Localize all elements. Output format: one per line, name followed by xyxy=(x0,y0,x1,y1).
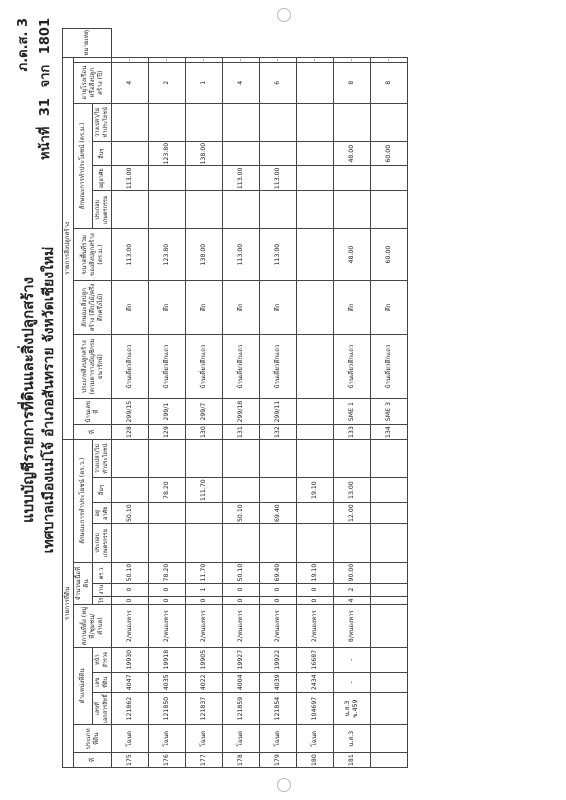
cell-rai: 0 xyxy=(112,596,149,605)
cell-no: 178 xyxy=(223,753,260,768)
cell-agri xyxy=(223,524,260,562)
cell-res xyxy=(149,502,186,523)
cell-mat xyxy=(297,280,334,334)
cell-age: 2 xyxy=(149,62,186,103)
property-table xyxy=(62,28,408,768)
zone-header: สถานที่ตั้ง (หมู่ที่/ชุมชน/ตำบล) xyxy=(74,605,112,647)
land-type-header: ประเภทที่ดิน xyxy=(74,725,112,753)
table-row xyxy=(112,29,149,768)
page-label: หน้าที่ xyxy=(38,126,53,160)
land-location-header: ตำแหน่งที่ดิน xyxy=(74,647,93,725)
cell-bagri xyxy=(186,191,223,229)
cell-bno: 129 xyxy=(149,425,186,440)
cell-house: 299/11 xyxy=(260,399,297,425)
no-header: ที่ xyxy=(74,753,112,768)
b-residence-header: อยู่อาศัย xyxy=(93,166,112,191)
cell-page: 19905 xyxy=(186,647,223,672)
cell-barea: 60.00 xyxy=(371,229,408,281)
cell-type: โฉนด xyxy=(149,725,186,753)
cell-zone: 2/หนองหาร xyxy=(186,605,223,647)
building-no-header: ที่ xyxy=(74,425,112,440)
cell-bno: 128 xyxy=(112,425,149,440)
cell-vac xyxy=(297,440,334,478)
cell-res xyxy=(371,502,408,523)
cell-both: 60.00 xyxy=(371,141,408,166)
sqwa-header: ตร.ว. xyxy=(93,562,112,583)
cell-both xyxy=(260,141,297,166)
cell-no: 181 xyxy=(334,753,371,768)
rai-header: ไร่ xyxy=(93,596,112,605)
vacant-header: ว่างเปล่า/ไม่ทำประโยชน์ xyxy=(93,440,112,478)
cell-bres xyxy=(297,166,334,191)
cell-oth xyxy=(223,478,260,503)
cell-bres xyxy=(186,166,223,191)
cell-page: 19918 xyxy=(149,647,186,672)
cell-age: 8 xyxy=(334,62,371,103)
cell-mat: ตึก xyxy=(260,280,297,334)
land-group-header: รายการที่ดิน xyxy=(63,440,74,768)
cell-type: โฉนด xyxy=(112,725,149,753)
cell-res: 12.00 xyxy=(334,502,371,523)
building-material-header: ลักษณะสิ่งปลูกสร้าง (ตึก/ไม้/ครึ่งตึกครึ่งไม้) xyxy=(74,280,112,334)
cell-oth: 78.20 xyxy=(149,478,186,503)
table-row xyxy=(297,29,334,768)
cell-both: 138.00 xyxy=(186,141,223,166)
building-use-header: ลักษณะการทำประโยชน์ (ตร.ม.) xyxy=(74,103,93,229)
cell-bagri xyxy=(149,191,186,229)
cell-btype: บ้านเดี่ยวตึกแถว xyxy=(223,335,260,399)
cell-mat: ตึก xyxy=(112,280,149,334)
cell-age xyxy=(297,62,334,103)
cell-parcel: 4022 xyxy=(186,672,223,692)
cell-bvac xyxy=(112,103,149,141)
land-use-header: ลักษณะการทำประโยชน์ (ตร.ว.) xyxy=(74,440,93,563)
cell-no: 179 xyxy=(260,753,297,768)
ngan-header: งาน xyxy=(93,583,112,596)
cell-page: 19927 xyxy=(223,647,260,672)
cell-bvac xyxy=(149,103,186,141)
cell-no: 175 xyxy=(112,753,149,768)
cell-bno xyxy=(297,425,334,440)
cell-btype: บ้านเดี่ยวตึกแถว xyxy=(334,335,371,399)
cell-no xyxy=(371,753,408,768)
cell-deed: 121850 xyxy=(149,692,186,724)
cell-age: 4 xyxy=(223,62,260,103)
cell-rai: 0 xyxy=(223,596,260,605)
cell-oth xyxy=(112,478,149,503)
cell-bvac xyxy=(334,103,371,141)
cell-house: 299/7 xyxy=(186,399,223,425)
cell-btype: บ้านเดี่ยวตึกแถว xyxy=(371,335,408,399)
cell-bno: 133 xyxy=(334,425,371,440)
cell-zone xyxy=(371,605,408,647)
building-age-header: อายุโรงเรือนหรือสิ่งปลูกสร้าง (ปี) xyxy=(74,62,112,103)
cell-vac xyxy=(260,440,297,478)
cell-bres xyxy=(149,166,186,191)
cell-btype xyxy=(297,335,334,399)
cell-parcel xyxy=(371,672,408,692)
cell-type xyxy=(371,725,408,753)
cell-rai: 0 xyxy=(149,596,186,605)
form-code: ภ.ด.ส. 3 xyxy=(16,18,31,72)
cell-bno: 132 xyxy=(260,425,297,440)
cell-res xyxy=(186,502,223,523)
cell-page: 19930 xyxy=(112,647,149,672)
cell-agri xyxy=(112,524,149,562)
page-from-label: จาก xyxy=(38,64,53,88)
cell-agri xyxy=(297,524,334,562)
page-total: 1801 xyxy=(38,18,53,55)
cell-rai xyxy=(371,596,408,605)
cell-vac xyxy=(371,440,408,478)
cell-bagri xyxy=(371,191,408,229)
cell-ngan: 0 xyxy=(260,583,297,596)
cell-remark: - xyxy=(186,57,223,62)
cell-parcel: 4004 xyxy=(223,672,260,692)
cell-deed xyxy=(371,692,408,724)
cell-remark: - xyxy=(149,57,186,62)
cell-mat: ตึก xyxy=(149,280,186,334)
cell-type: โฉนด xyxy=(260,725,297,753)
cell-bres: 113.00 xyxy=(223,166,260,191)
cell-type: โฉนด xyxy=(297,725,334,753)
cell-sqwa xyxy=(371,562,408,583)
cell-barea: 113.00 xyxy=(223,229,260,281)
cell-house: SME 3 xyxy=(371,399,408,425)
cell-bagri xyxy=(260,191,297,229)
cell-bvac xyxy=(371,103,408,141)
cell-ngan: 2 xyxy=(334,583,371,596)
parcel-no-header: เลขที่ดิน xyxy=(93,672,112,692)
cell-bagri xyxy=(334,191,371,229)
cell-sqwa: 78.20 xyxy=(149,562,186,583)
cell-vac xyxy=(112,440,149,478)
cell-btype: บ้านเดี่ยวตึกแถว xyxy=(186,335,223,399)
cell-deed: 104697 xyxy=(297,692,334,724)
cell-oth: 111.70 xyxy=(186,478,223,503)
cell-bno: 134 xyxy=(371,425,408,440)
cell-deed: 121862 xyxy=(112,692,149,724)
cell-parcel: 4047 xyxy=(112,672,149,692)
table-body xyxy=(112,29,408,768)
land-area-header: จำนวนเนื้อที่ดิน xyxy=(74,562,93,605)
cell-remark: - xyxy=(334,57,371,62)
cell-both: 48.00 xyxy=(334,141,371,166)
cell-deed: 121854 xyxy=(260,692,297,724)
cell-zone: 8/หนองหาร xyxy=(334,605,371,647)
cell-remark: - xyxy=(297,57,334,62)
cell-btype: บ้านเดี่ยวตึกแถว xyxy=(149,335,186,399)
cell-agri xyxy=(371,524,408,562)
deed-no-header: เลขที่เอกสารสิทธิ์ xyxy=(93,692,112,724)
cell-res: 50.10 xyxy=(112,502,149,523)
cell-bres: 113.00 xyxy=(112,166,149,191)
cell-no: 177 xyxy=(186,753,223,768)
cell-barea: 138.00 xyxy=(186,229,223,281)
cell-bno: 130 xyxy=(186,425,223,440)
cell-no: 180 xyxy=(297,753,334,768)
cell-house: 299/18 xyxy=(223,399,260,425)
cell-rai: 4 xyxy=(334,596,371,605)
document-subtitle: เทศบาลเมืองแม่โจ้ อำเภอสันทราย จังหวัดเชียงใหม่ xyxy=(41,246,57,554)
cell-vac xyxy=(186,440,223,478)
cell-page: - xyxy=(334,647,371,672)
cell-res xyxy=(297,502,334,523)
cell-vac xyxy=(149,440,186,478)
cell-zone: 2/หนองหาร xyxy=(297,605,334,647)
table-row xyxy=(334,29,371,768)
cell-oth: 13.00 xyxy=(334,478,371,503)
cell-btype: บ้านเดี่ยวตึกแถว xyxy=(112,335,149,399)
table-row xyxy=(186,29,223,768)
cell-type: น.ส.3 xyxy=(334,725,371,753)
building-type-header: ประเภทสิ่งปลูกสร้าง (ตามตารางบัญชีกรมธนารักษ์) xyxy=(74,335,112,399)
cell-both xyxy=(112,141,149,166)
survey-page-header: หน้าสำรวจ xyxy=(93,647,112,672)
house-no-header: บ้านเลขที่ xyxy=(74,399,112,425)
cell-parcel: 4035 xyxy=(149,672,186,692)
cell-ngan: 0 xyxy=(112,583,149,596)
cell-vac xyxy=(334,440,371,478)
cell-ngan: 0 xyxy=(297,583,334,596)
cell-bres: 113.00 xyxy=(260,166,297,191)
cell-ngan: 0 xyxy=(149,583,186,596)
b-agri-header: ประกอบเกษตรกรรม xyxy=(93,191,112,229)
cell-zone: 2/หนองหาร xyxy=(260,605,297,647)
cell-page: 16687 xyxy=(297,647,334,672)
cell-remark: - xyxy=(112,57,149,62)
cell-both xyxy=(297,141,334,166)
cell-age: 1 xyxy=(186,62,223,103)
cell-agri xyxy=(149,524,186,562)
cell-agri xyxy=(186,524,223,562)
cell-sqwa: 50.10 xyxy=(112,562,149,583)
cell-deed: 121859 xyxy=(223,692,260,724)
cell-parcel: 4039 xyxy=(260,672,297,692)
building-group-header: รายการสิ่งปลูกสร้าง xyxy=(63,57,74,439)
cell-sqwa: 19.10 xyxy=(297,562,334,583)
cell-sqwa: 90.00 xyxy=(334,562,371,583)
cell-zone: 2/หนองหาร xyxy=(112,605,149,647)
cell-ngan: 0 xyxy=(223,583,260,596)
cell-sqwa: 50.10 xyxy=(223,562,260,583)
cell-bvac xyxy=(297,103,334,141)
cell-bres xyxy=(334,166,371,191)
cell-bvac xyxy=(260,103,297,141)
cell-deed: 121837 xyxy=(186,692,223,724)
cell-house: 299/15 xyxy=(112,399,149,425)
cell-type: โฉนด xyxy=(223,725,260,753)
cell-oth xyxy=(260,478,297,503)
b-vacant-header: ว่างเปล่า/ไม่ทำประโยชน์ xyxy=(93,103,112,141)
cell-barea: 113.00 xyxy=(112,229,149,281)
cell-ngan: 1 xyxy=(186,583,223,596)
cell-page: 19922 xyxy=(260,647,297,672)
cell-barea: 123.80 xyxy=(149,229,186,281)
page-indicator xyxy=(34,18,55,166)
cell-rai: 0 xyxy=(297,596,334,605)
agri-header: ประกอบเกษตรกรรม xyxy=(93,524,112,562)
cell-both: 123.80 xyxy=(149,141,186,166)
table-row xyxy=(149,29,186,768)
remark-header: หมายเหตุ xyxy=(63,29,112,58)
cell-btype: บ้านเดี่ยวตึกแถว xyxy=(260,335,297,399)
cell-bres xyxy=(371,166,408,191)
cell-remark: - xyxy=(371,57,408,62)
cell-vac xyxy=(223,440,260,478)
cell-bagri xyxy=(223,191,260,229)
cell-age: 8 xyxy=(371,62,408,103)
cell-sqwa: 11.70 xyxy=(186,562,223,583)
cell-zone: 2/หนองหาร xyxy=(149,605,186,647)
page-number: 31 xyxy=(38,98,53,117)
cell-mat: ตึก xyxy=(223,280,260,334)
cell-res: 50.10 xyxy=(223,502,260,523)
cell-deed: น.ส.3 ข.459 xyxy=(334,692,371,724)
register-document xyxy=(10,10,556,790)
cell-mat: ตึก xyxy=(334,280,371,334)
cell-no: 176 xyxy=(149,753,186,768)
cell-rai: 0 xyxy=(186,596,223,605)
table-row xyxy=(371,29,408,768)
building-area-header: ขนาดพื้นที่รวมของสิ่งปลูกสร้าง (ตร.ม.) xyxy=(74,229,112,281)
cell-agri xyxy=(334,524,371,562)
table-row xyxy=(223,29,260,768)
cell-page xyxy=(371,647,408,672)
cell-barea: 48.00 xyxy=(334,229,371,281)
cell-house xyxy=(297,399,334,425)
cell-house: 299/1 xyxy=(149,399,186,425)
cell-remark: - xyxy=(223,57,260,62)
other-header: อื่นๆ xyxy=(93,478,112,503)
cell-house: SME 1 xyxy=(334,399,371,425)
cell-agri xyxy=(260,524,297,562)
cell-zone: 2/หนองหาร xyxy=(223,605,260,647)
cell-parcel: - xyxy=(334,672,371,692)
cell-mat: ตึก xyxy=(371,280,408,334)
document-title: แบบบัญชีรายการที่ดินและสิ่งปลูกสร้าง xyxy=(19,276,37,524)
cell-age: 6 xyxy=(260,62,297,103)
cell-rai: 0 xyxy=(260,596,297,605)
cell-res: 69.40 xyxy=(260,502,297,523)
cell-bagri xyxy=(112,191,149,229)
cell-bagri xyxy=(297,191,334,229)
cell-ngan xyxy=(371,583,408,596)
cell-bno: 131 xyxy=(223,425,260,440)
cell-remark: - xyxy=(260,57,297,62)
cell-bvac xyxy=(223,103,260,141)
cell-sqwa: 69.40 xyxy=(260,562,297,583)
residence-header: อยู่อาศัย xyxy=(93,502,112,523)
b-other-header: อื่นๆ xyxy=(93,141,112,166)
cell-bvac xyxy=(186,103,223,141)
table-row xyxy=(260,29,297,768)
cell-barea: 113.00 xyxy=(260,229,297,281)
cell-type: โฉนด xyxy=(186,725,223,753)
cell-mat: ตึก xyxy=(186,280,223,334)
cell-age: 4 xyxy=(112,62,149,103)
cell-both xyxy=(223,141,260,166)
cell-oth xyxy=(371,478,408,503)
cell-oth: 19.10 xyxy=(297,478,334,503)
cell-barea xyxy=(297,229,334,281)
cell-parcel: 2434 xyxy=(297,672,334,692)
